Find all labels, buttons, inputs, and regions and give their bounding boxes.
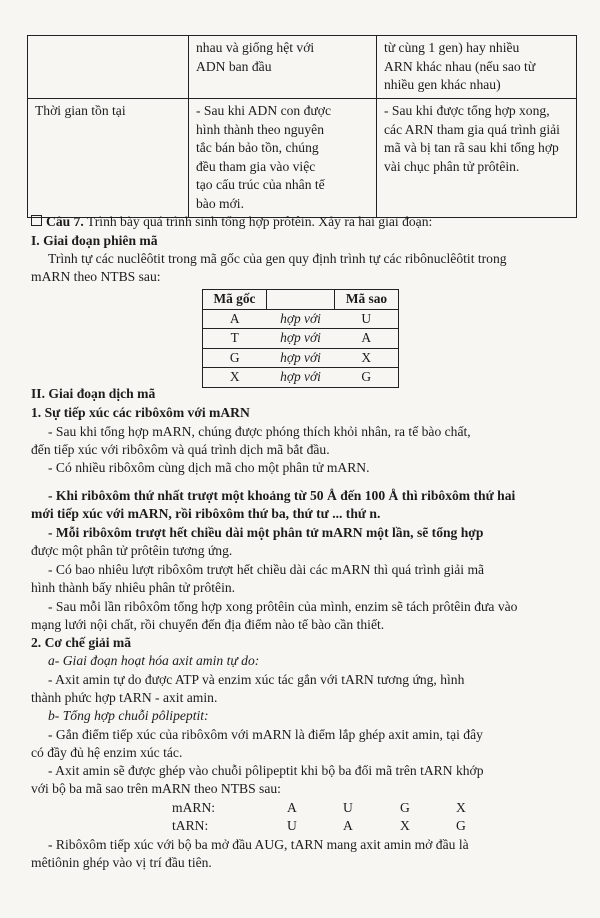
base: A bbox=[343, 818, 353, 833]
text-run: thì ribôxôm thứ hai bbox=[398, 488, 516, 503]
base: G bbox=[456, 818, 466, 833]
paragraph-line: - Ribôxôm tiếp xúc với bộ ba mở đầu AUG, tARN mang axit amin mở đầu là bbox=[48, 837, 469, 852]
table-cell: G bbox=[203, 348, 267, 368]
base: U bbox=[287, 818, 297, 833]
cell-line: nhau và giống hệt với bbox=[196, 40, 315, 55]
paragraph-line: - Sau khi tổng hợp mARN, chúng được phóng thích khỏi nhân, ra tế bào chất, bbox=[48, 424, 471, 439]
table-cell: A bbox=[335, 329, 399, 349]
header-cell: Mã gốc bbox=[203, 290, 267, 310]
table-row bbox=[203, 309, 399, 329]
table-cell: hợp với bbox=[267, 329, 335, 349]
cell-line: nhiều gen khác nhau) bbox=[384, 77, 501, 93]
paragraph-line: - Axit amin sẽ được ghép vào chuỗi pôlipeptit khi bộ ba đối mã trên tARN khớp bbox=[48, 763, 484, 778]
table-cell bbox=[28, 99, 189, 218]
table-cell bbox=[189, 36, 377, 99]
header-cell bbox=[267, 290, 335, 310]
paragraph-line: đến tiếp xúc với ribôxôm và quá trình dịch mã bắt đầu. bbox=[31, 442, 330, 457]
header-cell: Mã sao bbox=[335, 290, 399, 310]
checkbox-square-icon bbox=[31, 215, 42, 226]
paragraph-line: mARN theo NTBS sau: bbox=[31, 269, 161, 284]
text-run: đến 100 bbox=[336, 488, 389, 503]
table-cell: hợp với bbox=[267, 348, 335, 368]
table-row bbox=[28, 36, 577, 99]
section-heading: I. Giai đoạn phiên mã bbox=[31, 233, 158, 248]
table-cell bbox=[189, 99, 377, 218]
table-cell bbox=[377, 99, 577, 218]
table-cell: G bbox=[335, 368, 399, 388]
paragraph-line: - Sau mỗi lần ribôxôm tổng hợp xong prôtêin của mình, enzim sẽ tách prôtêin đưa vào bbox=[48, 599, 518, 614]
table-row bbox=[203, 290, 399, 310]
base: X bbox=[456, 800, 466, 815]
table-row bbox=[203, 329, 399, 349]
codon-table bbox=[202, 289, 399, 388]
table-cell bbox=[28, 36, 189, 99]
pairing-label: tARN: bbox=[172, 818, 209, 833]
table-cell bbox=[377, 36, 577, 99]
subsection-heading: 1. Sự tiếp xúc các ribôxôm với mARN bbox=[31, 405, 250, 420]
subsection-heading: 2. Cơ chế giải mã bbox=[31, 635, 132, 650]
angstrom-unit: Å bbox=[326, 488, 337, 503]
paragraph-line: mêtiônin ghép vào vị trí đầu tiên. bbox=[31, 855, 212, 870]
paragraph-line: - Mỗi ribôxôm trượt hết chiều dài một phân tử mARN một lần, sẽ tổng hợp bbox=[48, 525, 484, 540]
cell-line: ARN khác nhau (nếu sao từ bbox=[384, 58, 536, 74]
base: X bbox=[400, 818, 410, 833]
table-cell: hợp với bbox=[267, 309, 335, 329]
table-cell: A bbox=[203, 309, 267, 329]
base: U bbox=[343, 800, 353, 815]
base: A bbox=[287, 800, 297, 815]
cell-line: vài chục phân tử prôtêin. bbox=[384, 158, 520, 174]
table-row bbox=[203, 348, 399, 368]
cell-line: ADN ban đầu bbox=[196, 58, 272, 74]
table-row bbox=[28, 99, 577, 218]
paragraph-line: được một phân tử prôtêin tương ứng. bbox=[31, 543, 233, 558]
paragraph-line bbox=[48, 487, 576, 506]
paragraph-line: Trình tự các nuclêôtit trong mã gốc của gen quy định trình tự các ribônuclêôtit trong bbox=[48, 251, 507, 266]
cell-line: tắc bán bảo tồn, chúng bbox=[196, 140, 319, 156]
table-cell: hợp với bbox=[267, 368, 335, 388]
text-run: - Khi ribôxôm thứ nhất trượt một khoảng từ 50 bbox=[48, 488, 327, 503]
subsection-title: b- Tổng hợp chuỗi pôlipeptit: bbox=[48, 708, 209, 723]
paragraph-line: - Gắn điểm tiếp xúc của ribôxôm với mARN là điểm lắp ghép axit amin, tại đây bbox=[48, 727, 483, 742]
paragraph-line: thành phức hợp tARN - axit amin. bbox=[31, 690, 218, 705]
comparison-table bbox=[27, 35, 577, 218]
table-cell: T bbox=[203, 329, 267, 349]
table-cell: X bbox=[203, 368, 267, 388]
cell-line: bào mới. bbox=[196, 195, 244, 211]
cell-line: hình thành theo nguyên bbox=[196, 121, 324, 137]
row-label: Thời gian tồn tại bbox=[35, 103, 126, 118]
cell-line: - Sau khi được tổng hợp xong, bbox=[384, 103, 550, 118]
paragraph-line: - Có bao nhiêu lượt ribôxôm trượt hết chiều dài các mARN thì quá trình giải mã bbox=[48, 562, 485, 577]
paragraph-line: mới tiếp xúc với mARN, rồi ribôxôm thứ ba, thứ tư ... thứ n. bbox=[31, 506, 381, 521]
section-heading: II. Giai đoạn dịch mã bbox=[31, 386, 156, 401]
table-cell: X bbox=[335, 348, 399, 368]
cell-line: các ARN tham gia quá trình giải bbox=[384, 121, 560, 137]
paragraph-line: - Có nhiều ribôxôm cùng dịch mã cho một phân tử mARN. bbox=[48, 460, 370, 475]
question-text: Trình bày quá trình sinh tổng hợp prôtêin. Xảy ra hai giai đoạn: bbox=[83, 214, 433, 229]
cell-line: mã và bị tan rã sau khi tổng hợp bbox=[384, 140, 559, 156]
paragraph-line: hình thành bấy nhiêu phân tử prôtêin. bbox=[31, 580, 236, 595]
cell-line: đều tham gia vào việc bbox=[196, 158, 316, 174]
subsection-title: a- Giai đoạn hoạt hóa axit amin tự do: bbox=[48, 653, 260, 668]
paragraph-line: mạng lưới nội chất, rồi chuyển đến địa điểm nào tế bào cần thiết. bbox=[31, 617, 385, 632]
paragraph-line: có đầy đủ hệ enzim xúc tác. bbox=[31, 745, 183, 760]
paragraph-line: với bộ ba mã sao trên mARN theo NTBS sau: bbox=[31, 781, 281, 796]
pairing-label: mARN: bbox=[172, 800, 216, 815]
question-label: Câu 7. bbox=[46, 214, 84, 229]
cell-line: từ cùng 1 gen) hay nhiều bbox=[384, 40, 520, 55]
question-7 bbox=[31, 213, 576, 232]
cell-line: - Sau khi ADN con được bbox=[196, 103, 331, 118]
angstrom-unit: Å bbox=[388, 488, 399, 503]
paragraph-line: - Axit amin tự do được ATP và enzim xúc tác gắn với tARN tương ứng, hình bbox=[48, 672, 465, 687]
base: G bbox=[400, 800, 410, 815]
cell-line: tạo cấu trúc của nhân tế bbox=[196, 177, 325, 193]
table-cell: U bbox=[335, 309, 399, 329]
